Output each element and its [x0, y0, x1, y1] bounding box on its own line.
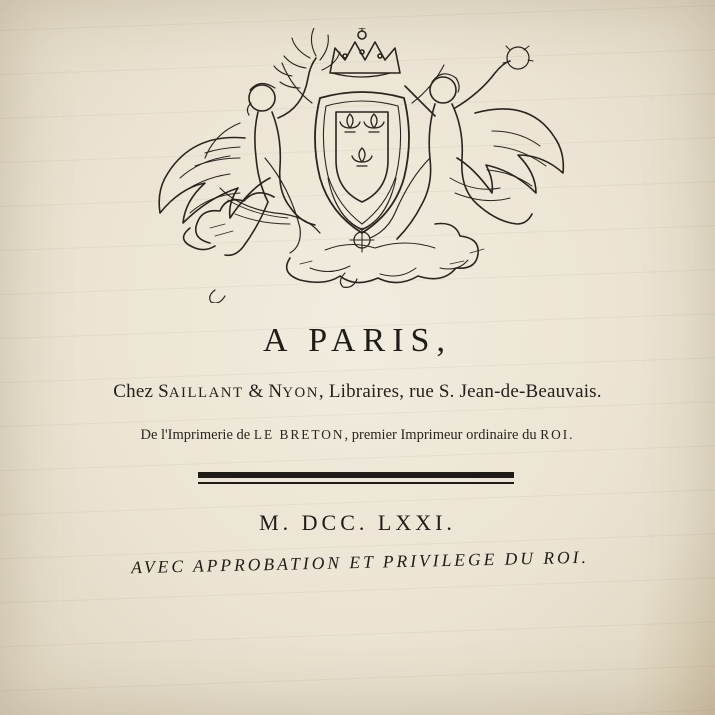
- imprint-publisher: [0, 381, 715, 403]
- publisher-suffix: , Libraires, rue S. Jean-de-Beauvais.: [318, 381, 602, 402]
- crown-icon: [330, 42, 400, 73]
- double-rule-thick: [198, 472, 514, 478]
- printer-prefix: De l'Imprimerie de: [140, 427, 254, 443]
- imprint-city: [0, 322, 715, 360]
- imprint-printer: [0, 427, 715, 444]
- publisher-name2-rest: YON: [282, 385, 319, 401]
- royal-arms-engraving-icon: [150, 28, 570, 303]
- shield-icon: [336, 112, 388, 202]
- publisher-ampersand: &: [243, 381, 269, 402]
- imprint-city-text: A PARIS,: [263, 322, 452, 359]
- printer-suffix: , premier Imprimeur ordinaire du: [344, 427, 541, 443]
- imprint-privilege: [60, 545, 660, 580]
- imprint-privilege-text: AVEC APPROBATION ET PRIVILEGE DU ROI.: [130, 546, 590, 578]
- imprint-year: [0, 510, 715, 536]
- printer-name: LE BRETON: [253, 427, 345, 442]
- printer-roi: ROI.: [540, 427, 575, 442]
- imprint-year-text: M. DCC. LXXI.: [259, 510, 456, 535]
- fleur-de-lis-icon: [340, 114, 384, 166]
- double-rule: [198, 472, 514, 486]
- publisher-prefix: Chez: [113, 381, 159, 402]
- cloud-icon: [196, 193, 274, 243]
- publisher-name1-rest: AILLANT: [168, 385, 244, 401]
- publisher-name2-initial: N: [268, 381, 283, 402]
- publisher-name1-initial: S: [158, 381, 169, 402]
- double-rule-thin: [198, 482, 514, 484]
